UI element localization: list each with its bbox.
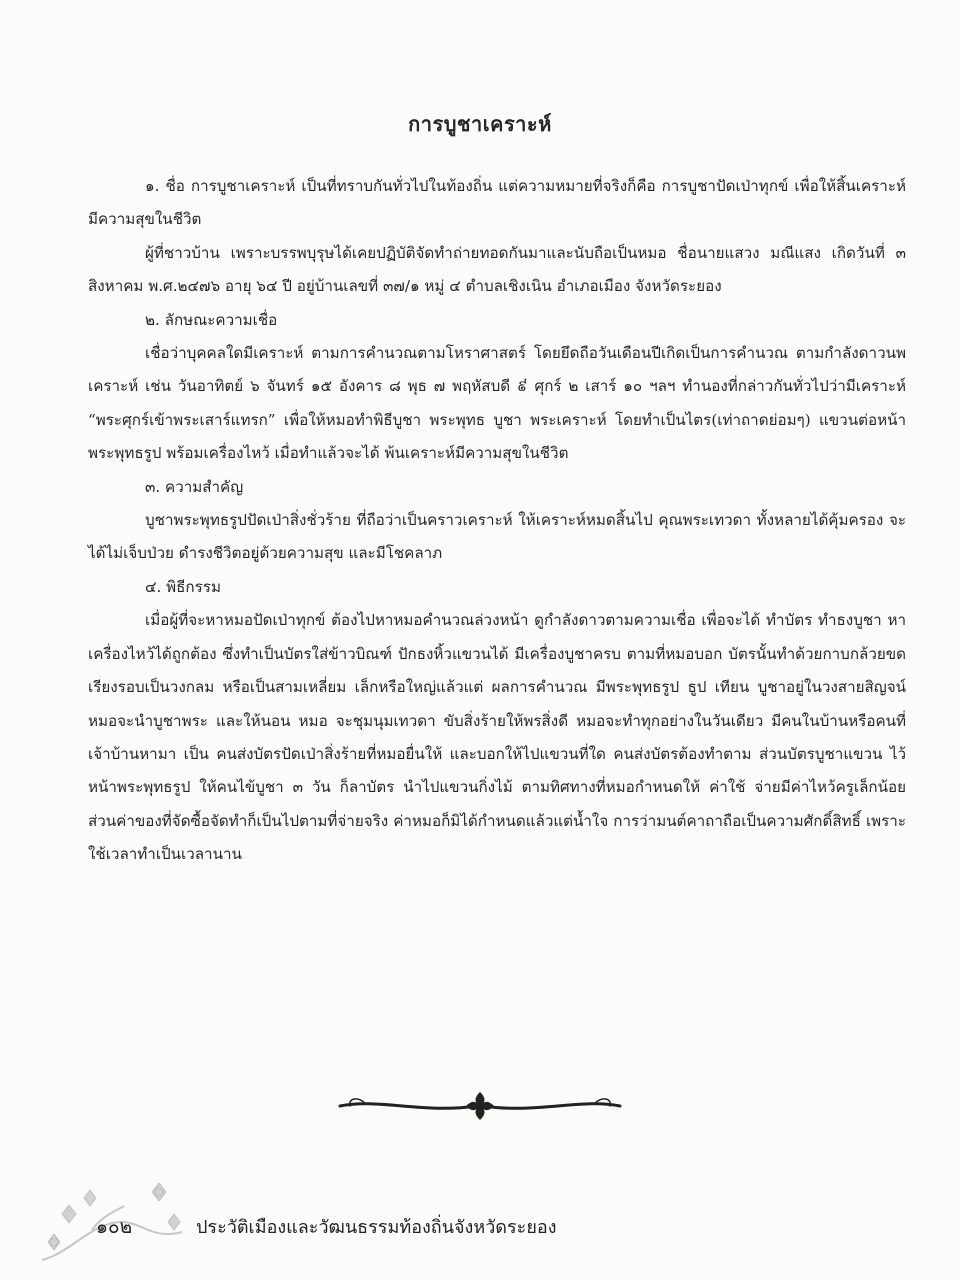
paragraph-ritual: เมื่อผู้ที่จะหาหมอปัดเป่าทุกข์ ต้องไปหาหมอคำนวณล่วงหน้า ดูกำลังดาวตามความเชื่อ เพื่อจะได้ ทำบัตร ทำธงบูชา หาเครื่องไหว้ได้ถูกต้อง ซึ่งทำเป็นบัตรใส่ข้าวบิณฑ์ ปักธงหิ้วแขวนได้ มีเครื่องบูชาครบ ตามที่หมอบอก บัตรนั้นทำด้วยกาบกล้วยขดเรียงรอบเป็นวงกลม หรือเป็นสามเหลี่ยม เล็กหรือใหญ่แล้วแต่ ผลการคำนวณ มีพระพุทธรูป ธูป เทียน บูชาอยู่ในวงสายสิญจน์ หมอจะนำบูชาพระ และให้นอน หมอ จะชุมนุมเทวดา ขับสิ่งร้ายให้พรสิ่งดี หมอจะทำทุกอย่างในวันเดียว มีคนในบ้านหรือคนที่เจ้าบ้านหามา เป็น คนส่งบัตรปัดเป่าสิ่งร้ายที่หมอยื่นให้ และบอกให้ไปแขวนที่ใด คนส่งบัตรต้องทำตาม ส่วนบัตรบูชาแขวน ไว้หน้าพระพุทธรูป ให้คนไข้บูชา ๓ วัน ก็ลาบัตร นำไปแขวนกิ่งไม้ ตามทิศทางที่หมอกำหนดให้ ค่าใช้ จ่ายมีค่าไหว้ครูเล็กน้อย ส่วนค่าของที่จัดซื้อจัดทำก็เป็นไปตามที่จ่ายจริง ค่าหมอก็มิได้กำหนดแล้วแต่น้ำใจ การว่ามนต์คาถาถือเป็นความศักดิ์สิทธิ์ เพราะใช้เวลาทำเป็นเวลานาน <box>88 611 906 864</box>
paragraph-name: ๑. ชื่อ การบูชาเคราะห์ เป็นที่ทราบกันทั่วไปในท้องถิ่น แต่ความหมายที่จริงก็คือ การบูชาปัดเป่าทุกข์ เพื่อให้สิ้นเคราะห์ มีความสุขในชีวิต <box>88 177 906 229</box>
section-heading-ritual: ๔. พิธีกรรม <box>145 577 221 596</box>
vine-scroll-ornament-icon <box>336 1086 624 1126</box>
section-heading-belief: ๒. ลักษณะความเชื่อ <box>145 310 278 329</box>
paragraph-importance: บูชาพระพุทธรูปปัดเป่าสิ่งชั่วร้าย ที่ถือว่าเป็นคราวเคราะห์ ให้เคราะห์หมดสิ้นไป คุณพระเทวดา ทั้งหลายได้คุ้มครอง จะได้ไม่เจ็บป่วย ดำรงชีวิตอยู่ด้วยความสุข และมีโชคลาภ <box>88 511 906 563</box>
paragraph-practitioner: ผู้ที่ชาวบ้าน เพราะบรรพบุรุษได้เคยปฏิบัติจัดทำถ่ายทอดกันมาและนับถือเป็นหมอ ชื่อนายแสวง มณีแสง เกิดวันที่ ๓ สิงหาคม พ.ศ.๒๔๗๖ อายุ ๖๔ ปี อยู่บ้านเลขที่ ๓๗/๑ หมู่ ๔ ตำบลเชิงเนิน อำเภอเมือง จังหวัดระยอง <box>88 243 906 296</box>
page-title: การบูชาเคราะห์ <box>408 112 552 136</box>
section-heading-importance: ๓. ความสำคัญ <box>145 477 244 496</box>
book-title: ประวัติเมืองและวัฒนธรรมท้องถิ่นจังหวัดระยอง <box>196 1217 557 1238</box>
page-footer <box>0 1168 960 1278</box>
paragraph-belief: เชื่อว่าบุคคลใดมีเคราะห์ ตามการคำนวณตามโหราศาสตร์ โดยยึดถือวันเดือนปีเกิดเป็นการคำนวณ ตามกำลังดาวนพเคราะห์ เช่น วันอาทิตย์ ๖ จันทร์ ๑๕ อังคาร ๘ พุธ ๗ พฤหัสบดี ៩ ศุกร์ ๒ เสาร์ ๑๐ ฯลฯ ทำนองที่กล่าวกันทั่วไปว่ามีเคราะห์ “พระศุกร์เข้าพระเสาร์แทรก” เพื่อให้หมอทำพิธีบูชา พระพุทธ บูชา พระเคราะห์ โดยทำเป็นไตร(เท่าถาดย่อมๆ) แขวนต่อหน้าพระพุทธรูป พร้อมเครื่องไหว้ เมื่อทำแล้วจะได้ พ้นเคราะห์มีความสุขในชีวิต <box>88 344 906 463</box>
page-number: ๑๐๒ <box>96 1216 133 1238</box>
document-body <box>88 170 906 872</box>
